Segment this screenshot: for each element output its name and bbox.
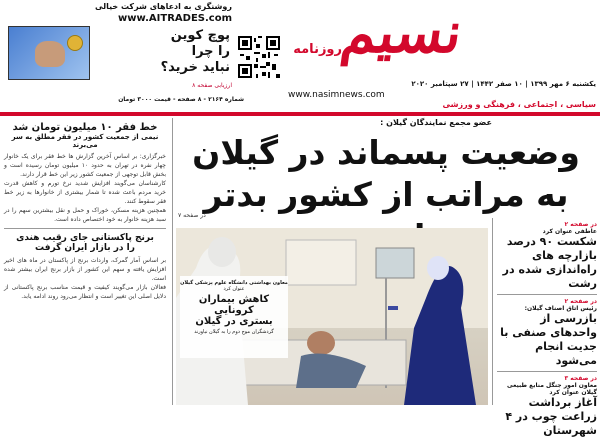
right-item-2[interactable]: [497, 298, 597, 368]
ad-headline-line1: پوچ کوین: [170, 28, 230, 43]
main-headline-line1: وضعیت پسماند در گیلان: [192, 133, 580, 172]
issue-info: شماره ۲۱۶۴ - ۸ صفحه - قیمت ۳۰۰۰ تومان: [118, 96, 244, 103]
story2-para2: فعالان بازار می‌گویند کیفیت و قیمت مناسب برنج پاکستانی از دلایل اصلی این تغییر است و انتظار می‌رود روند ادامه یابد.: [4, 284, 166, 300]
story2-para1: بر اساس آمار گمرک، واردات برنج از پاکستان در ماه های اخیر افزایش یافته و سهم این کشور از بازار برنج ایران بیشتر شده است.: [4, 257, 166, 282]
tagline: سیاسی ، اجتماعی ، فرهنگی و ورزشی: [442, 100, 596, 109]
caption-title1: کاهش بیماران کرونایی: [198, 294, 270, 316]
qr-code-icon[interactable]: [238, 36, 280, 78]
left-divider: [4, 228, 166, 229]
website-link[interactable]: www.nasimnews.com: [288, 90, 385, 100]
ad-headline-line2: را چرا: [191, 44, 230, 59]
ad-top-text: روشنگری به ادعاهای شرکت خیالی: [95, 2, 232, 11]
right-item-2-section: در صفحه ۲: [564, 298, 597, 305]
right-item-3[interactable]: [497, 375, 597, 438]
story1-para3: همچنین هزینه مسکن، خوراک و حمل و نقل بیشترین سهم را در سبد هزینه خانوار به خود اختصاص داده است.: [4, 207, 166, 223]
newspaper-logo[interactable]: [282, 0, 482, 76]
logo-small-text: روزنامه: [293, 42, 342, 57]
caption-footer: گردشگران موج دوم را به گیلان نیاورند: [194, 329, 274, 335]
right-item-2-label: رئیس اتاق اصناف گیلان:: [524, 305, 597, 312]
advertisement[interactable]: [4, 0, 232, 92]
right-item-1-label: عاطفی عنوان کرد: [542, 228, 597, 235]
caption-label2: عنوان کرد: [223, 286, 245, 292]
masthead-divider: [0, 112, 600, 116]
main-photo[interactable]: [176, 228, 488, 405]
caption-label1: معاون بهداشتی دانشگاه علوم پزشکی گیلان: [180, 280, 288, 286]
ad-headline-line3: نباید خرید؟: [160, 60, 230, 75]
right-item-3-section: در صفحه ۳: [564, 375, 597, 382]
date-line: یکشنبه ۶ مهر ۱۳۹۹ | ۱۰ صفر ۱۴۴۲ | ۲۷ سپتامبر ۲۰۲۰: [411, 80, 596, 88]
ad-sub-text: ارزیابی صفحه ۸: [192, 82, 232, 89]
right-item-3-headline: آغاز برداشت زراعت چوب در ۴ شهرستان: [505, 396, 597, 437]
main-headline-line2: به مراتب از کشور بدتر: [203, 175, 569, 214]
story1-para2: کارشناسان می‌گویند افزایش شدید نرخ تورم و کاهش قدرت خرید مردم باعث شده تا شمار بیشتری از خانوارها به زیر خط فقر سقوط کنند.: [4, 180, 166, 205]
masthead: [0, 0, 600, 112]
ad-image: [8, 26, 90, 80]
ad-headline: [90, 28, 230, 76]
story2-title[interactable]: برنج پاکستانی جای رقیب هندی: [16, 233, 154, 243]
right-divider-1: [497, 294, 597, 295]
right-item-3-label: معاون امور جنگل منابع طبیعی گیلان عنوان کرد: [507, 382, 597, 396]
right-item-1-section: در صفحه ۲: [564, 221, 597, 228]
logo-main-text: نسیم: [337, 0, 467, 66]
story1-sub: نیمی از جمعیت کشور در فقر مطلق به سر می‌برند: [11, 133, 159, 149]
right-item-1[interactable]: [497, 221, 597, 291]
ad-url[interactable]: www.AITRADES.com: [118, 13, 232, 24]
main-kicker: عضو مجمع نمایندگان گیلان :: [380, 118, 492, 127]
right-divider-2: [497, 371, 597, 372]
hand-icon: [35, 41, 65, 67]
story2-sub: را در بازار ایران گرفت: [35, 243, 135, 253]
caption-title2: بستری در گیلان: [195, 316, 273, 327]
left-column: [0, 118, 173, 405]
photo-caption: [180, 276, 288, 358]
story1-para1: خبرگزاری: بر اساس آخرین گزارش ها خط فقر برای یک خانوار چهار نفره در تهران به حدود ۱۰ میلیون تومان رسیده است و بخش قابل توجهی از جمعیت کشور زیر این خط قرار دارند.: [4, 153, 166, 178]
coin-icon: [67, 35, 83, 51]
right-item-1-headline: شکست ۹۰ درصد بازارچه های راه‌اندازی شده در رشت: [502, 235, 597, 290]
main-page-ref: در صفحه ۷: [178, 212, 206, 219]
story1-title[interactable]: خط فقر ۱۰ میلیون تومان شد: [12, 122, 158, 133]
right-item-2-headline: بازرسی از واحدهای صنفی با جدیت انجام می‌شود: [500, 312, 597, 367]
right-column: [492, 218, 600, 437]
